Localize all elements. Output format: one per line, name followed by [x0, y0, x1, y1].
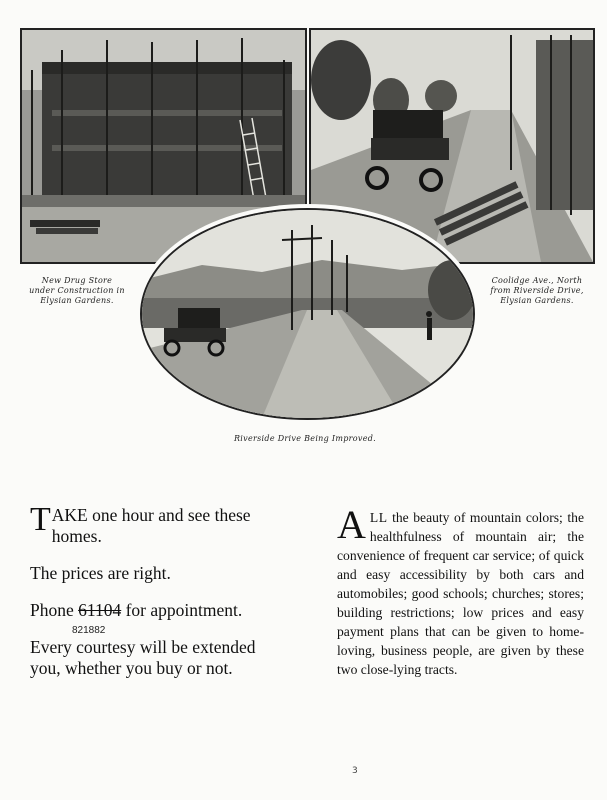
take-one-hour-text: AKE one hour and see these homes. [51, 505, 251, 546]
right-column [337, 502, 584, 679]
caption-riverside-drive: Riverside Drive Being Improved. [233, 434, 377, 443]
phone-number-handwritten: 821882 [72, 625, 106, 636]
oval-photo-frame [136, 204, 479, 424]
beauty-body-text: the beauty of mountain colors; the healthfulness of mountain air; the convenience of frequent car service; of quick and easy accessibility by both cars and automobiles; good schools; churches; stores; building restrictions; low prices and easy payment plans that can be given to home-loving, business people, are given by these two close-lying tracts. [337, 510, 584, 677]
paragraph-prices: The prices are right. [30, 563, 171, 583]
page-number: 3 [352, 766, 358, 776]
drop-cap-a: A [337, 502, 366, 547]
phone-number-struck: 61104 [78, 600, 122, 620]
paragraph-beauty [337, 502, 584, 679]
all-caps-text: LL [369, 510, 388, 525]
paragraph-phone [30, 600, 285, 621]
left-column [30, 501, 285, 695]
paragraph-take-one-hour [30, 501, 285, 547]
drop-cap-t: T [30, 501, 51, 538]
caption-drug-store: New Drug Store under Construction in Elysian Gardens. [29, 276, 125, 305]
paragraph-courtesy: Every courtesy will be extended you, whether you buy or not. [30, 637, 256, 678]
appointment-text: for appointment. [125, 600, 243, 620]
caption-coolidge-ave: Coolidge Ave., North from Riverside Drive, Elysian Gardens. [490, 276, 584, 305]
phone-label: Phone [30, 600, 74, 620]
photo-riverside-drive [140, 208, 475, 420]
